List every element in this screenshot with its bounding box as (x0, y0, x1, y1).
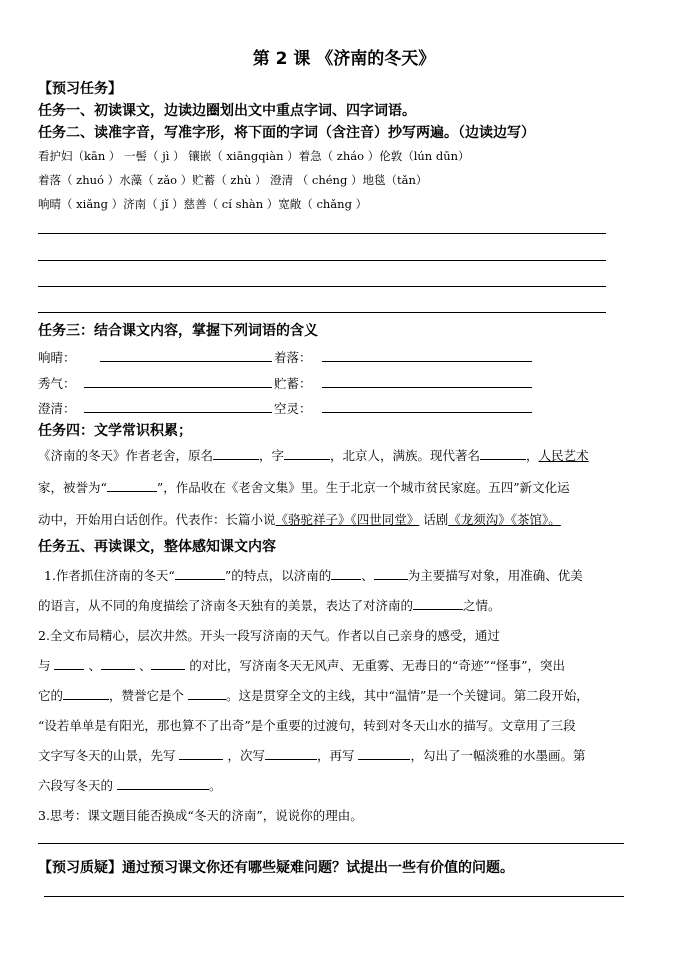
q1-line-1: 1.作者抓住济南的冬天“ ”的特点，以济南的 、 为主要描写对象，用准确、优美 (44, 568, 583, 583)
lit-line-2: 家，被誉为“ ”，作品收在《老舍文集》里。生于北京一个城市贫民家庭。五四”新文化运 (38, 480, 570, 495)
question-answer-line[interactable] (44, 896, 624, 897)
q2-line-1: 2.全文布局精心，层次井然。开头一段写济南的天气。作者以自己亲身的感受，通过 (38, 628, 500, 643)
q2-line-3: 它的 ，赞誉它是个 。这是贯穿全文的主线，其中“温情”是一个关键词。第二段开始， (38, 688, 589, 703)
vocab-label-2: 着落： (274, 350, 312, 365)
vocab-blank-2[interactable] (322, 361, 532, 362)
pinyin-row-2: 着落（ zhuó ）水藻（ zǎo ）贮蓄（ zhù ） 澄清 （ chéng ）地毯（tǎn） (38, 173, 428, 187)
q1-line-2: 的语言，从不同的角度描绘了济南冬天独有的美景，表达了对济南的 之情。 (38, 598, 501, 613)
copy-line-3[interactable] (38, 286, 606, 287)
task5-text: 任务五、再读课文，整体感知课文内容 (38, 539, 276, 555)
vocab-blank-4[interactable] (322, 387, 532, 388)
preview-question-text: 【预习质疑】通过预习课文你还有哪些疑难问题？试提出一些有价值的问题。 (38, 860, 514, 876)
task1-text: 任务一、初读课文，边读边圈划出文中重点字词、四字词语。 (38, 103, 416, 119)
q2-line-4: “设若单单是有阳光，那也算不了出奇”是个重要的过渡句，转到对冬天山水的描写。文章用了三段 (38, 718, 576, 733)
lit-line-3: 动中，开始用白话创作。代表作：长篇小说《骆驼祥子》《四世同堂》 话剧《龙须沟》《茶馆》。 (38, 512, 561, 527)
q3-answer-line[interactable] (38, 843, 624, 844)
vocab-label-3: 秀气： (38, 376, 76, 391)
q3-text: 3.思考：课文题目能否换成“冬天的济南”，说说你的理由。 (38, 808, 363, 823)
vocab-label-1: 响晴： (38, 350, 76, 365)
lit-line-1: 《济南的冬天》作者老舍，原名 ，字 ，北京人，满族。现代著名 ，人民艺术 (38, 448, 589, 463)
copy-line-4[interactable] (38, 312, 606, 313)
vocab-blank-5[interactable] (84, 412, 272, 413)
vocab-label-6: 空灵： (274, 401, 312, 416)
task4-text: 任务四：文学常识积累； (38, 423, 192, 439)
pinyin-row-1: 看护妇（kān ） 一髻（ jì ） 镶嵌（ xiāngqiàn ）着急（ zháo ）伦敦（lún dūn） (38, 149, 470, 163)
vocab-label-4: 贮蓄： (274, 376, 312, 391)
pinyin-row-3: 响晴（ xiǎng ）济南（ jǐ ）慈善（ cí shàn ）宽敞（ chǎng ） (38, 197, 368, 211)
preview-task-heading: 【预习任务】 (38, 81, 122, 97)
vocab-label-5: 澄清： (38, 401, 76, 416)
q2-line-5: 文字写冬天的山景，先写 ，次写 ，再写 ，勾出了一幅淡雅的水墨画。第 (38, 748, 586, 763)
vocab-blank-3[interactable] (84, 387, 272, 388)
task3-text: 任务三：结合课文内容，掌握下列词语的含义 (38, 323, 318, 339)
copy-line-1[interactable] (38, 233, 606, 234)
copy-line-2[interactable] (38, 260, 606, 261)
q2-line-2: 与 、 、 的对比，写济南冬天无风声、无重雾、无毒日的“奇迹”“怪事”，突出 (38, 658, 565, 673)
q2-line-6: 六段写冬天的 。 (38, 778, 222, 793)
task2-text: 任务二、读准字音，写准字形，将下面的字词（含注音）抄写两遍。（边读边写） (38, 125, 535, 141)
vocab-blank-6[interactable] (322, 412, 532, 413)
vocab-blank-1[interactable] (100, 361, 272, 362)
page-title: 第 2 课 《济南的冬天》 (252, 49, 436, 69)
